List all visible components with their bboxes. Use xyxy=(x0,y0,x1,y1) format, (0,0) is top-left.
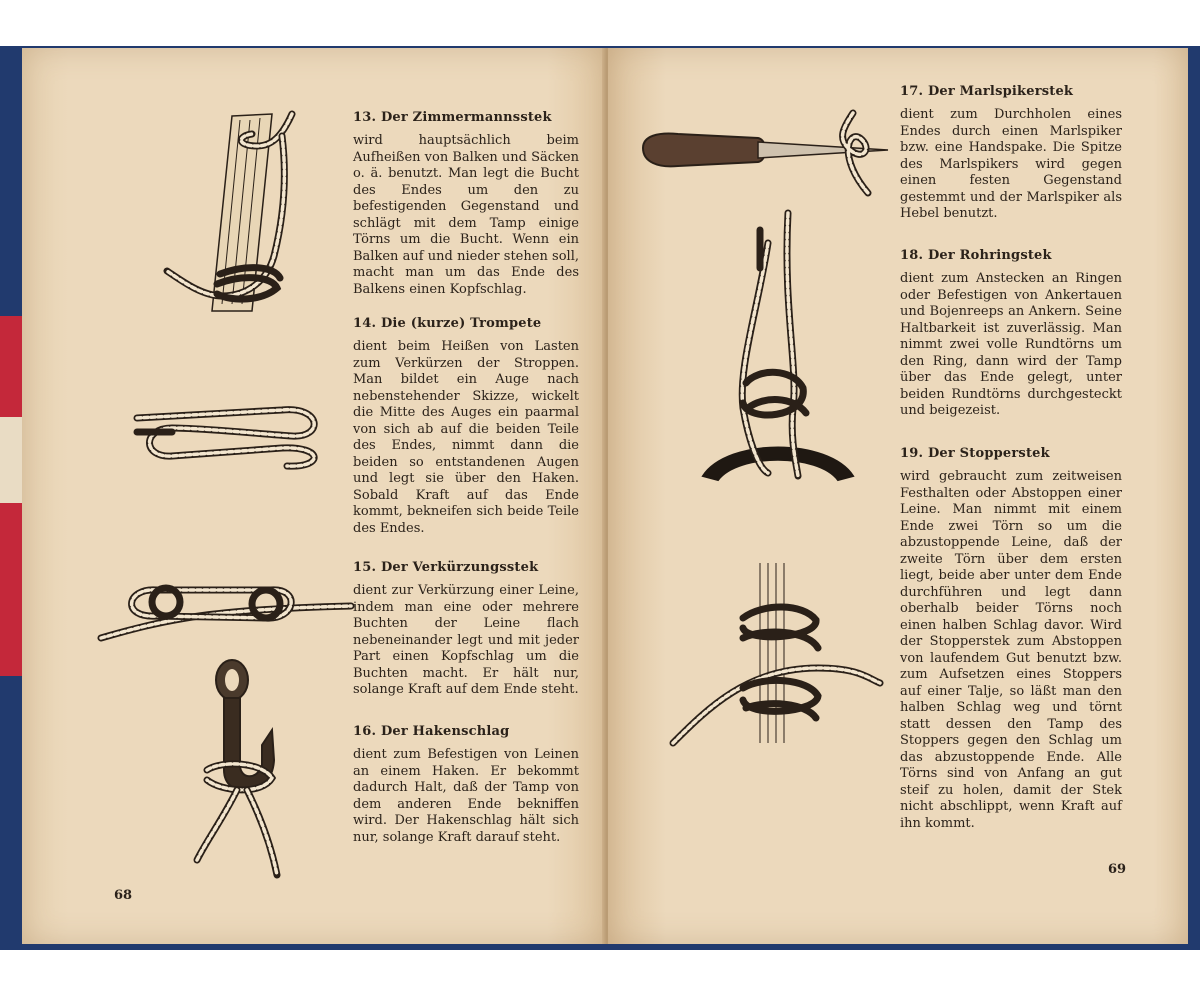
trompete-drawing xyxy=(132,388,332,468)
stopperstek-drawing xyxy=(668,558,888,748)
cover-stripe xyxy=(0,316,22,676)
section-heading: 13. Der Zimmermannsstek xyxy=(353,110,552,125)
zimmermannsstek-drawing xyxy=(162,106,322,316)
page-number: 68 xyxy=(114,888,133,903)
section-15 xyxy=(353,560,579,699)
page-number: 69 xyxy=(1108,862,1127,877)
verkuerzungsstek-drawing xyxy=(96,578,356,648)
section-text: dient beim Heißen von Lasten zum Verkürzen der Stroppen. Man bildet ein Auge nach nebenstehender Skizze, wickelt die Mitte des Auges ein paarmal von sich ab auf die beiden Teile des Endes, nimmt dann die beiden so entstandenen Augen und legt sie über den Haken. Sobald Kraft auf das Ende kommt, bekneifen sich beide Teile des Endes. xyxy=(353,339,579,536)
section-heading: 19. Der Stopperstek xyxy=(900,446,1050,461)
section-17 xyxy=(900,84,1122,223)
section-heading: 18. Der Rohringstek xyxy=(900,248,1052,263)
section-text: dient zum Befestigen von Leinen an einem Haken. Er bekommt dadurch Halt, daß der Tamp von dem anderen Ende bekniffen wird. Der Hakenschlag hält sich nur, solange Kraft darauf steht. xyxy=(353,747,579,845)
section-18 xyxy=(900,248,1122,420)
section-text: dient zum Anstecken an Ringen oder Befestigen von Ankertauen und Bojenreeps an Ankern. Seine Haltbarkeit ist zuverlässig. Man nimmt zwei volle Rundtörns um den Ring, dann wird der Tamp über das Ende gelegt, unter beiden Rundtörns durchgesteckt und beigezeist. xyxy=(900,271,1122,418)
section-heading: 14. Die (kurze) Trompete xyxy=(353,316,542,331)
section-heading: 15. Der Verkürzungsstek xyxy=(353,560,539,575)
page-68 xyxy=(22,48,606,944)
section-text: dient zum Durchholen eines Endes durch einen Marlspiker bzw. eine Handspake. Die Spitze des Marlspikers wird gegen einen festen Gegenstand gestemmt und der Marlspiker als Hebel benutzt. xyxy=(900,107,1122,221)
section-heading: 16. Der Hakenschlag xyxy=(353,724,510,739)
page-69 xyxy=(608,48,1188,944)
section-13 xyxy=(353,110,579,298)
rohringstek-drawing xyxy=(698,208,858,488)
section-19 xyxy=(900,446,1122,832)
section-heading: 17. Der Marlspikerstek xyxy=(900,84,1074,99)
section-text: dient zur Verkürzung einer Leine, indem man eine oder mehrere Buchten der Leine flach nebeneinander legt und mit jeder Part einen Kopfschlag um die Buchten macht. Er hält nur, solange Kraft auf dem Ende steht. xyxy=(353,583,579,697)
section-14 xyxy=(353,316,579,537)
section-text: wird gebraucht zum zeitweisen Festhalten oder Abstoppen einer Leine. Man nimmt mit einem Ende zwei Törn so um die abzustoppende Leine, daß der zweite Törn über dem ersten liegt, beide aber unter dem Ende durchführen und legt dann oberhalb beider Törns noch einen halben Schlag davor. Wird der Stopperstek zum Abstoppen von laufendem Gut benutzt bzw. zum Aufsetzen eines Stoppers auf einer Talje, so läßt man den halben Schlag weg und törnt statt dessen den Tamp des Stoppers gegen den Schlag um das abzustoppende Ende. Alle Törns sind von Anfang an gut steif zu holen, damit der Stek nicht abschlippt, wenn Kraft auf ihn kommt. xyxy=(900,469,1122,831)
section-text: wird hauptsächlich beim Aufheißen von Balken und Säcken o. ä. benutzt. Man legt die Bucht des Endes um den zu befestigenden Gegenstand und schlägt mit dem Tamp einige Törns um die Bucht. Wenn ein Balken auf und nieder stehen soll, macht man um das Ende des Balkens einen Kopfschlag. xyxy=(353,133,579,297)
marlspikerstek-drawing xyxy=(638,108,898,198)
section-16 xyxy=(353,724,579,846)
book-spread xyxy=(0,46,1200,950)
hakenschlag-drawing xyxy=(192,660,302,880)
